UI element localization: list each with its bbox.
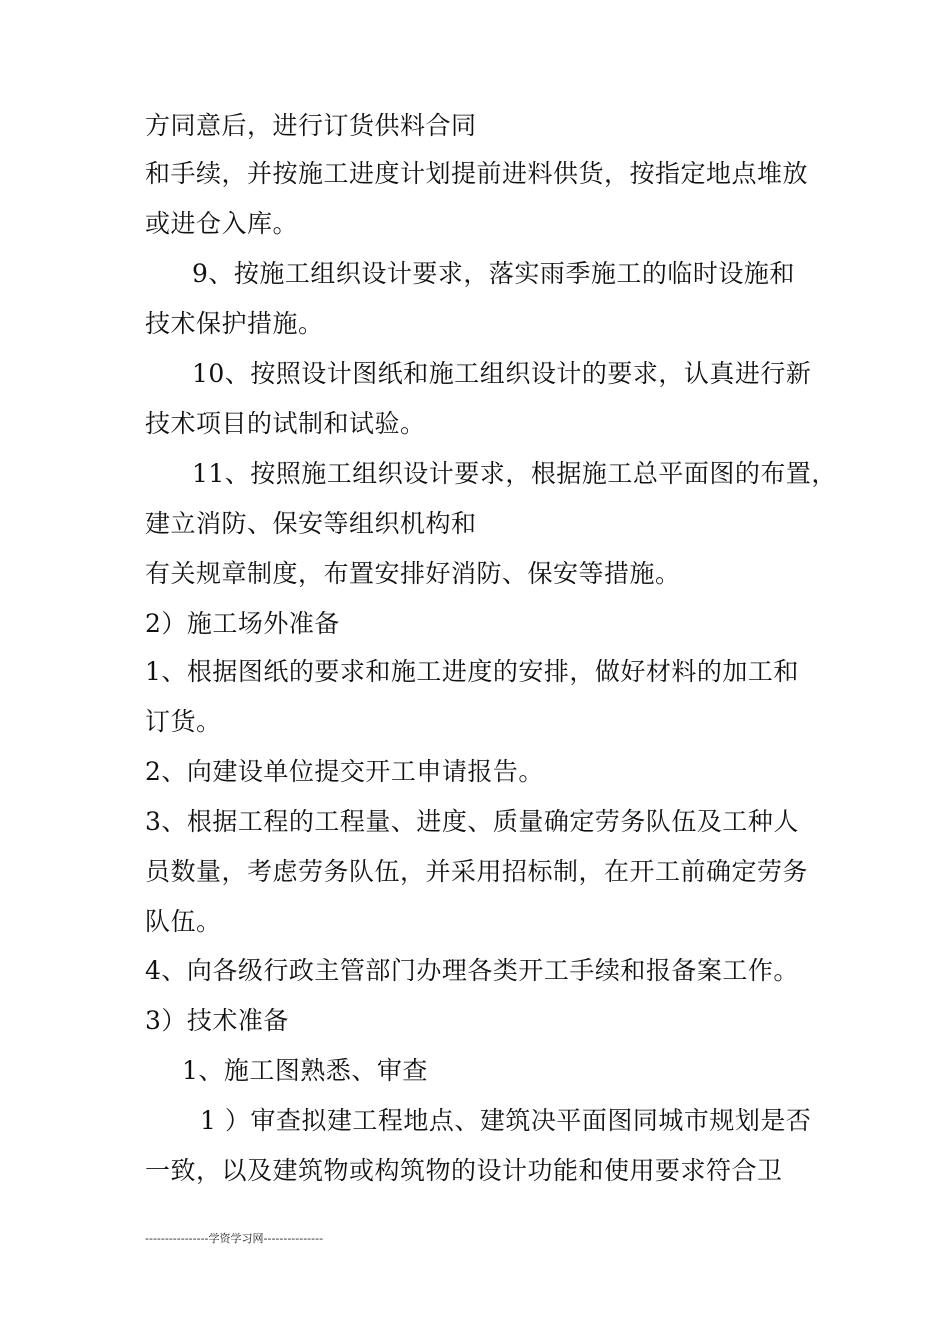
text-line-2: 和手续，并按施工进度计划提前进料供货，按指定地点堆放 (145, 159, 809, 188)
footer-watermark: ----------------学资学习网--------------- (145, 1232, 324, 1245)
text-line-17: 队伍。 (145, 907, 222, 936)
text-line-13: 订货。 (145, 707, 222, 736)
text-line-21: 1 ）审查拟建工程地点、建筑决平面图同城市规划是否 (200, 1106, 812, 1135)
section-heading-site-prep: 2）施工场外准备 (145, 609, 340, 638)
text-line-4: 9、按施工组织设计要求，落实雨季施工的临时设施和 (192, 259, 795, 288)
text-line-6: 10、按照设计图纸和施工组织设计的要求，认真进行新 (192, 359, 812, 388)
text-line-16: 员数量，考虑劳务队伍，并采用招标制，在开工前确定劳务 (145, 857, 809, 886)
text-line-12: 1、根据图纸的要求和施工进度的安排，做好材料的加工和 (145, 657, 799, 686)
text-line-18: 4、向各级行政主管部门办理各类开工手续和报备案工作。 (145, 956, 799, 985)
text-line-9: 建立消防、保安等组织机构和 (145, 509, 477, 538)
text-line-1: 方同意后，进行订货供料合同 (145, 111, 477, 140)
text-line-7: 技术项目的试制和试验。 (145, 409, 426, 438)
section-heading-tech-prep: 3）技术准备 (145, 1006, 289, 1035)
text-line-10: 有关规章制度，布置安排好消防、保安等措施。 (145, 559, 681, 588)
text-line-3: 或进仓入库。 (145, 209, 299, 238)
subsection-heading-drawings: 1、施工图熟悉、审查 (182, 1056, 428, 1085)
text-line-15: 3、根据工程的工程量、进度、质量确定劳务队伍及工种人 (145, 807, 799, 836)
text-line-8: 11、按照施工组织设计要求，根据施工总平面图的布置， (192, 459, 837, 488)
text-line-22: 一致，以及建筑物或构筑物的设计功能和使用要求符合卫 (145, 1156, 783, 1185)
text-line-5: 技术保护措施。 (145, 309, 324, 338)
text-line-14: 2、向建设单位提交开工申请报告。 (145, 757, 544, 786)
